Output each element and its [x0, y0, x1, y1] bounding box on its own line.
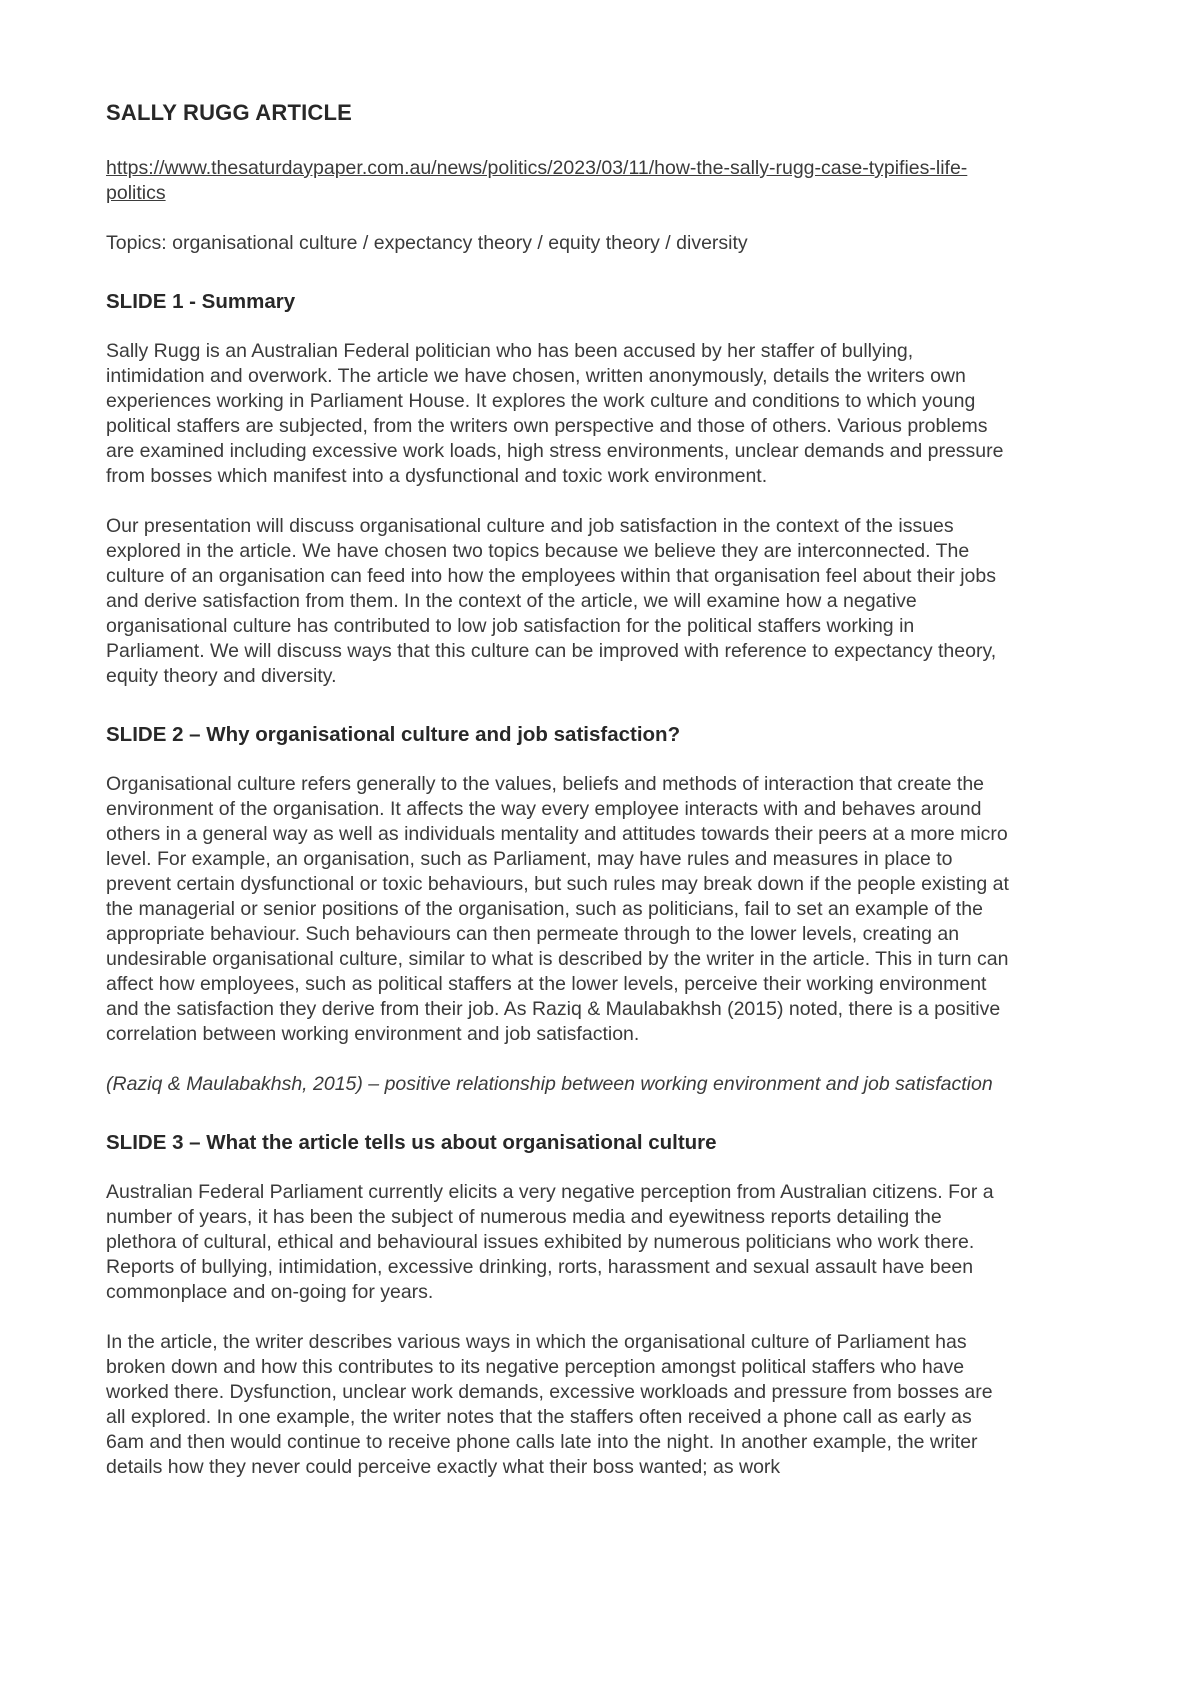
slide1-paragraph-1: Sally Rugg is an Australian Federal politician who has been accused by her staffer of bullying, intimidation and overwork. The article we have chosen, written anonymously, details the writers own experiences working in Parliament House. It explores the work culture and conditions to which young political staffers are subjected, from the writers own perspective and those of others. Various problems are examined including excessive work loads, high stress environments, unclear demands and pressure from bosses which manifest into a dysfunctional and toxic work environment. — [106, 340, 1004, 487]
slide2-heading: SLIDE 2 – Why organisational culture and job satisfaction? — [106, 723, 681, 746]
document-title: SALLY RUGG ARTICLE — [106, 100, 353, 125]
slide2-citation: (Raziq & Maulabakhsh, 2015) – positive relationship between working environment and job satisfaction — [106, 1073, 993, 1095]
topics-line: Topics: organisational culture / expectancy theory / equity theory / diversity — [106, 232, 748, 254]
slide3-heading: SLIDE 3 – What the article tells us about organisational culture — [106, 1131, 717, 1154]
slide1-paragraph-2: Our presentation will discuss organisational culture and job satisfaction in the context of the issues explored in the article. We have chosen two topics because we believe they are interconnected. The culture of an organisation can feed into how the employees within that organisation feel about their jobs and derive satisfaction from them. In the context of the article, we will examine how a negative organisational culture has contributed to low job satisfaction for the political staffers working in Parliament. We will discuss ways that this culture can be improved with reference to expectancy theory, equity theory and diversity. — [106, 515, 997, 687]
article-url-link[interactable]: https://www.thesaturdaypaper.com.au/news/politics/2023/03/11/how-the-sally-rugg-case-typifies-life-politics — [106, 157, 968, 204]
slide3-paragraph-1: Australian Federal Parliament currently elicits a very negative perception from Australian citizens. For a number of years, it has been the subject of numerous media and eyewitness reports detailing the plethora of cultural, ethical and behavioural issues exhibited by numerous politicians who work there. Reports of bullying, intimidation, excessive drinking, rorts, harassment and sexual assault have been commonplace and on-going for years. — [106, 1181, 994, 1303]
slide3-paragraph-2: In the article, the writer describes various ways in which the organisational culture of Parliament has broken down and how this contributes to its negative perception amongst political staffers who have worked there. Dysfunction, unclear work demands, excessive workloads and pressure from bosses are all explored. In one example, the writer notes that the staffers often received a phone call as early as 6am and then would continue to receive phone calls late into the night. In another example, the writer details how they never could perceive exactly what their boss wanted; as work — [106, 1331, 993, 1478]
slide1-heading: SLIDE 1 - Summary — [106, 290, 296, 313]
article-link-paragraph — [106, 156, 1010, 206]
slide2-paragraph-1: Organisational culture refers generally to the values, beliefs and methods of interaction that create the environment of the organisation. It affects the way every employee interacts with and behaves around others in a general way as well as individuals mentality and attitudes towards their peers at a more micro level. For example, an organisation, such as Parliament, may have rules and measures in place to prevent certain dysfunctional or toxic behaviours, but such rules may break down if the people existing at the managerial or senior positions of the organisation, such as politicians, fail to set an example of the appropriate behaviour. Such behaviours can then permeate through to the lower levels, creating an undesirable organisational culture, similar to what is described by the writer in the article. This in turn can affect how employees, such as political staffers at the lower levels, perceive their working environment and the satisfaction they derive from their job. As Raziq & Maulabakhsh (2015) noted, there is a positive correlation between working environment and job satisfaction. — [106, 773, 1009, 1045]
